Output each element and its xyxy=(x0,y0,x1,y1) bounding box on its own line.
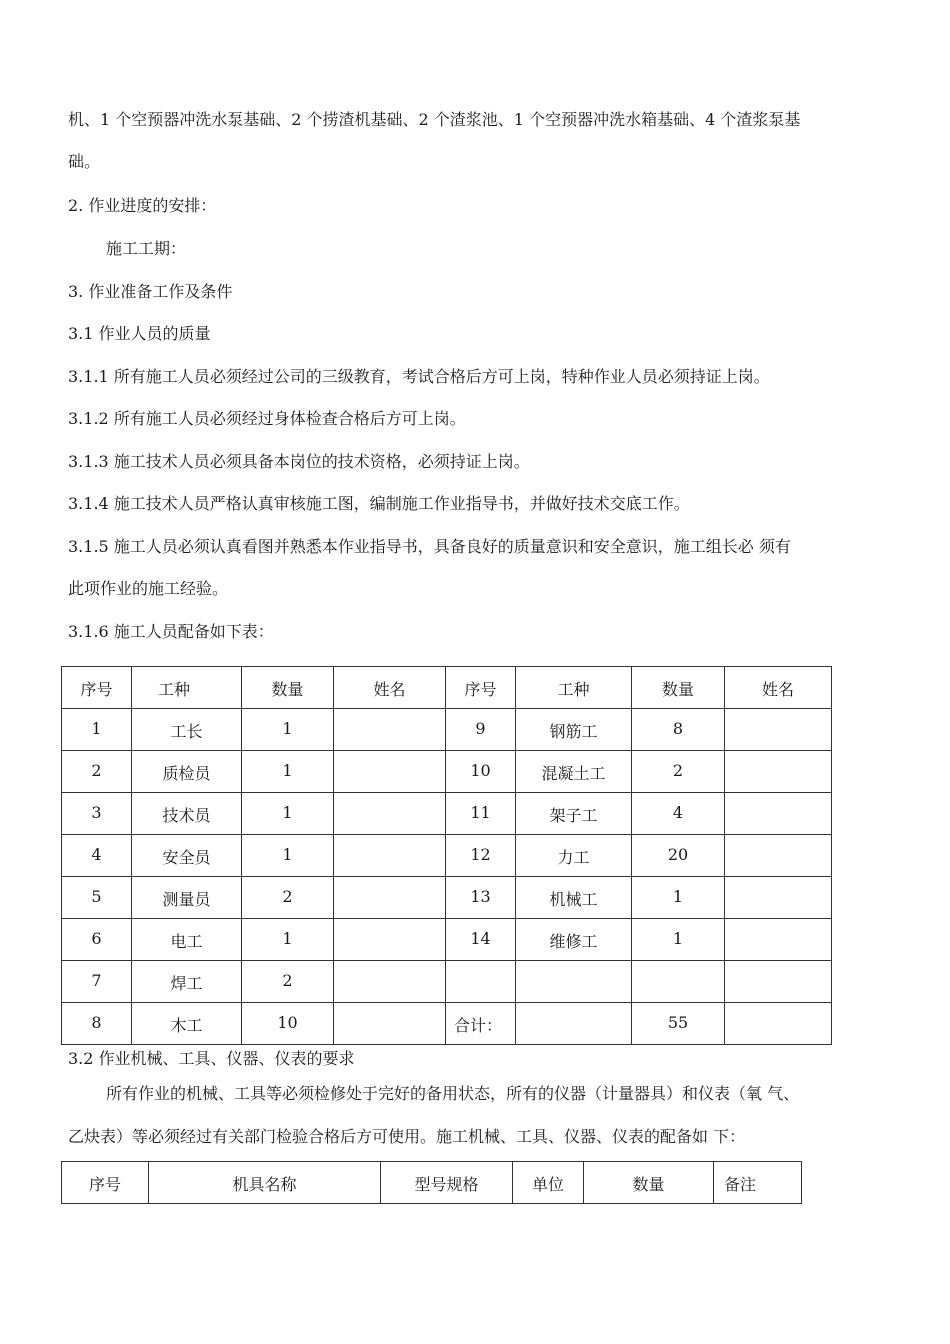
table-cell: 电工 xyxy=(132,919,242,961)
table-cell: 架子工 xyxy=(516,793,632,835)
clause-3-1-6: 3.1.6 施工人员配备如下表： xyxy=(68,622,274,641)
header-cell: 型号规格 xyxy=(381,1162,513,1204)
table-cell: 1 xyxy=(242,919,334,961)
header-cell: 备注 xyxy=(714,1162,802,1204)
table-cell: 2 xyxy=(242,877,334,919)
equipment-table xyxy=(61,1161,802,1204)
equipment-requirement-line1: 所有作业的机械、工具等必须检修处于完好的备用状态，所有的仪器（计量器具）和仪表（氧 气、 xyxy=(106,1084,800,1103)
paragraph-scope-line2: 础。 xyxy=(68,152,101,171)
table-cell xyxy=(334,1003,446,1045)
paragraph-scope-line1: 机、1 个空预器冲洗水泵基础、2 个捞渣机基础、2 个渣浆池、1 个空预器冲洗水箱基础、4 个渣浆泵基 xyxy=(68,110,801,129)
clause-3-1-3: 3.1.3 施工技术人员必须具备本岗位的技术资格，必须持证上岗。 xyxy=(68,452,530,471)
section-2-heading: 2. 作业进度的安排： xyxy=(68,196,217,215)
table-cell: 2 xyxy=(632,751,725,793)
table-cell: 14 xyxy=(446,919,516,961)
total-value-cell: 55 xyxy=(632,1003,725,1045)
header-cell: 序号 xyxy=(62,667,132,709)
header-cell: 序号 xyxy=(446,667,516,709)
table-cell xyxy=(725,751,832,793)
table-cell: 质检员 xyxy=(132,751,242,793)
table-cell: 焊工 xyxy=(132,961,242,1003)
table-cell xyxy=(334,793,446,835)
table-cell: 工长 xyxy=(132,709,242,751)
table-cell xyxy=(334,835,446,877)
table-cell: 9 xyxy=(446,709,516,751)
table-cell: 1 xyxy=(62,709,132,751)
table-row xyxy=(62,835,832,877)
table-cell: 维修工 xyxy=(516,919,632,961)
header-cell: 单位 xyxy=(513,1162,584,1204)
table-cell: 3 xyxy=(62,793,132,835)
table-cell: 力工 xyxy=(516,835,632,877)
table-cell: 钢筋工 xyxy=(516,709,632,751)
header-cell: 工种 xyxy=(516,667,632,709)
header-cell: 工种 xyxy=(132,667,242,709)
table-cell xyxy=(725,877,832,919)
table-cell: 5 xyxy=(62,877,132,919)
table-cell: 4 xyxy=(632,793,725,835)
table-cell xyxy=(725,709,832,751)
table-cell xyxy=(725,1003,832,1045)
table-cell: 8 xyxy=(632,709,725,751)
clause-3-1-2: 3.1.2 所有施工人员必须经过身体检查合格后方可上岗。 xyxy=(68,409,466,428)
table-header-row xyxy=(62,1162,802,1204)
table-row xyxy=(62,877,832,919)
clause-3-1-4: 3.1.4 施工技术人员严格认真审核施工图，编制施工作业指导书，并做好技术交底工作。 xyxy=(68,494,690,513)
table-header-row xyxy=(62,667,832,709)
header-cell: 序号 xyxy=(62,1162,149,1204)
clause-3-1-5-line1: 3.1.5 施工人员必须认真看图并熟悉本作业指导书，具备良好的质量意识和安全意识，施工组长必 须有 xyxy=(68,537,791,556)
table-cell: 4 xyxy=(62,835,132,877)
table-cell xyxy=(334,751,446,793)
table-cell: 8 xyxy=(62,1003,132,1045)
total-label-cell: 合计： xyxy=(446,1003,516,1045)
header-cell: 姓名 xyxy=(725,667,832,709)
clause-3-1-1: 3.1.1 所有施工人员必须经过公司的三级教育，考试合格后方可上岗，特种作业人员必须持证上岗。 xyxy=(68,367,770,386)
table-cell: 20 xyxy=(632,835,725,877)
table-row xyxy=(62,709,832,751)
table-cell: 2 xyxy=(62,751,132,793)
section-3-2-heading: 3.2 作业机械、工具、仪器、仪表的要求 xyxy=(68,1049,355,1068)
table-cell xyxy=(516,961,632,1003)
table-cell: 6 xyxy=(62,919,132,961)
table-cell xyxy=(334,709,446,751)
table-cell: 12 xyxy=(446,835,516,877)
header-cell: 数量 xyxy=(584,1162,714,1204)
header-cell: 姓名 xyxy=(334,667,446,709)
table-cell: 木工 xyxy=(132,1003,242,1045)
table-cell: 1 xyxy=(242,709,334,751)
table-cell xyxy=(725,961,832,1003)
table-cell: 11 xyxy=(446,793,516,835)
construction-period: 施工工期： xyxy=(106,239,187,258)
table-row xyxy=(62,919,832,961)
table-cell xyxy=(334,877,446,919)
table-cell xyxy=(516,1003,632,1045)
table-cell: 7 xyxy=(62,961,132,1003)
table-cell: 2 xyxy=(242,961,334,1003)
table-cell: 1 xyxy=(242,751,334,793)
table-cell xyxy=(334,961,446,1003)
table-cell xyxy=(446,961,516,1003)
table-cell: 10 xyxy=(446,751,516,793)
table-row xyxy=(62,961,832,1003)
table-row xyxy=(62,793,832,835)
table-cell xyxy=(725,835,832,877)
table-cell: 10 xyxy=(242,1003,334,1045)
table-cell xyxy=(725,793,832,835)
header-cell: 数量 xyxy=(632,667,725,709)
section-3-heading: 3. 作业准备工作及条件 xyxy=(68,282,233,301)
table-cell: 1 xyxy=(632,877,725,919)
staff-table xyxy=(61,666,832,1045)
table-cell: 13 xyxy=(446,877,516,919)
table-cell: 1 xyxy=(242,793,334,835)
table-cell xyxy=(725,919,832,961)
equipment-requirement-line2: 乙炔表）等必须经过有关部门检验合格后方可使用。施工机械、工具、仪器、仪表的配备如 下： xyxy=(68,1127,746,1146)
table-row-total xyxy=(62,1003,832,1045)
table-cell: 混凝土工 xyxy=(516,751,632,793)
table-cell: 机械工 xyxy=(516,877,632,919)
table-cell: 技术员 xyxy=(132,793,242,835)
table-cell xyxy=(334,919,446,961)
header-cell: 数量 xyxy=(242,667,334,709)
table-row xyxy=(62,751,832,793)
table-cell: 测量员 xyxy=(132,877,242,919)
table-cell xyxy=(632,961,725,1003)
table-cell: 1 xyxy=(632,919,725,961)
table-cell: 安全员 xyxy=(132,835,242,877)
section-3-1-heading: 3.1 作业人员的质量 xyxy=(68,324,211,343)
header-cell: 机具名称 xyxy=(149,1162,381,1204)
clause-3-1-5-line2: 此项作业的施工经验。 xyxy=(68,579,229,598)
table-cell: 1 xyxy=(242,835,334,877)
